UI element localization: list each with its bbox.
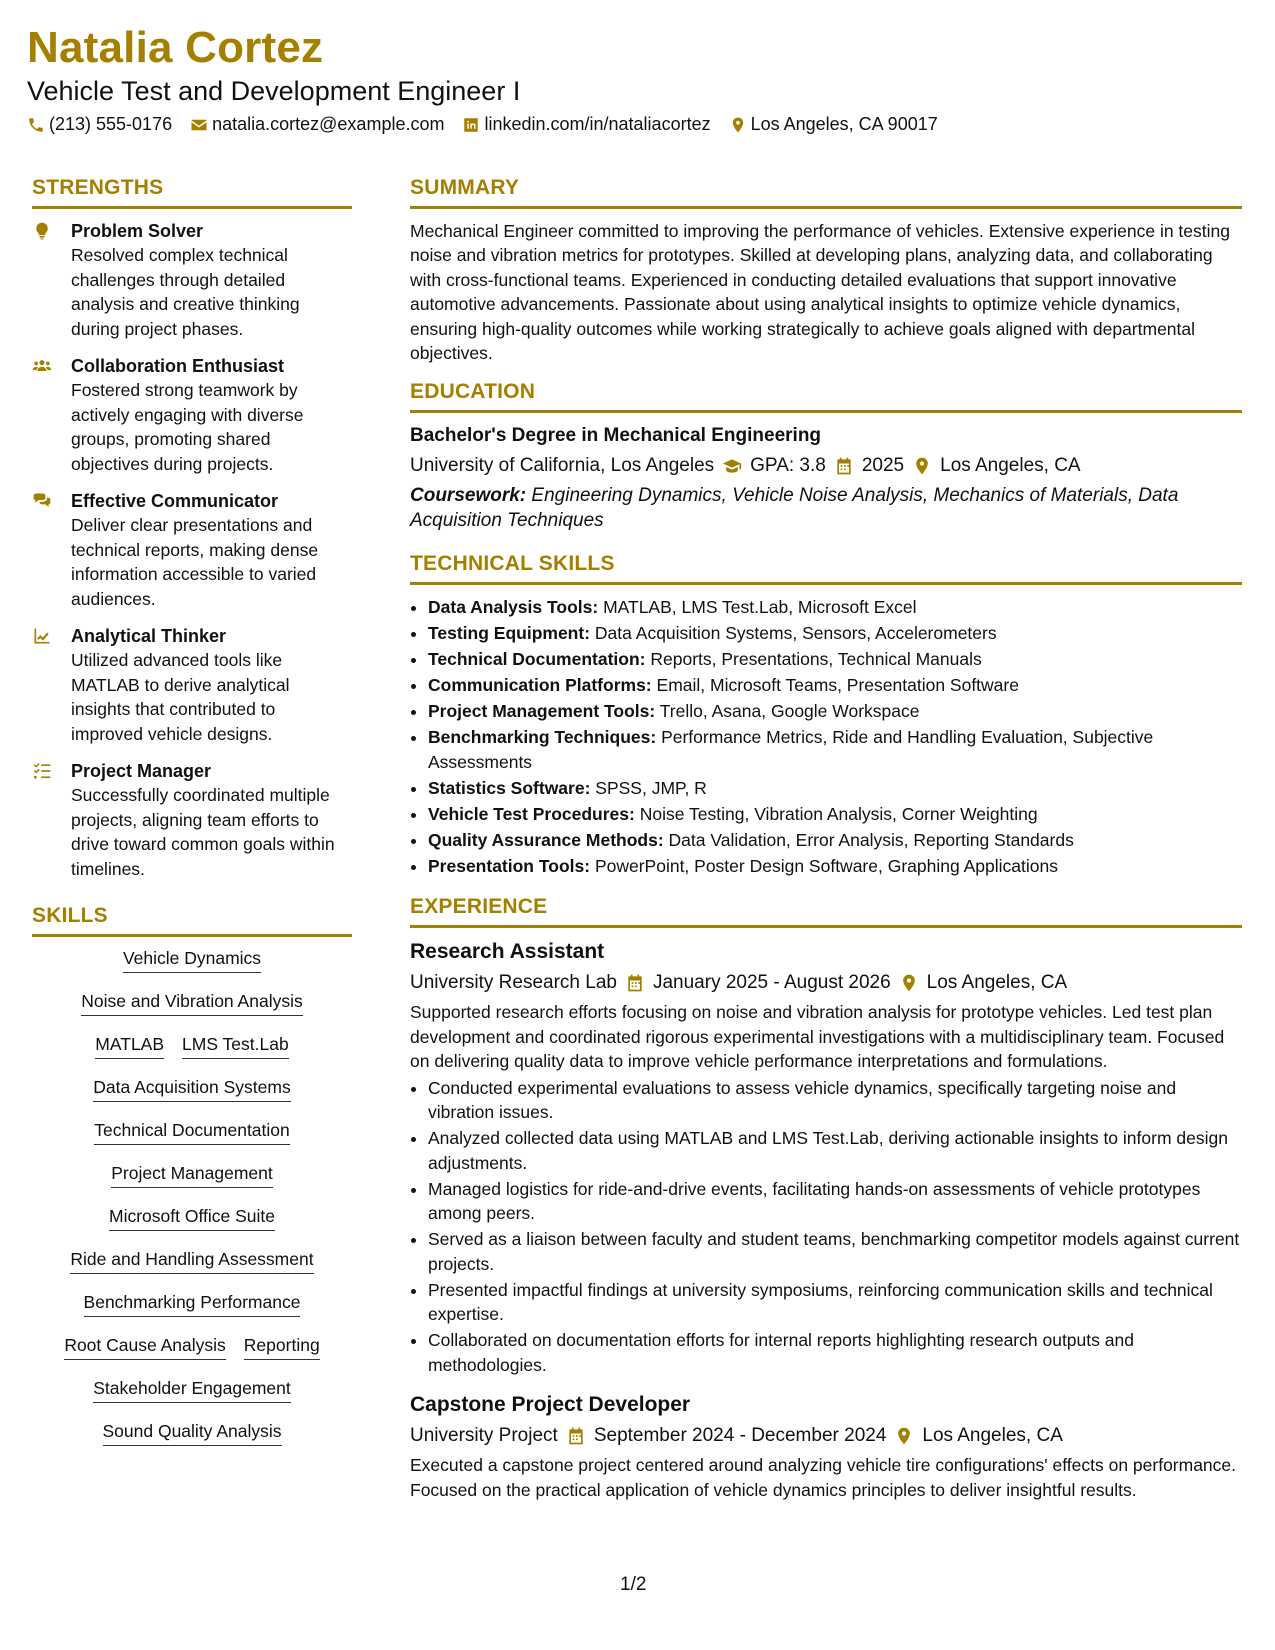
job-meta <box>410 968 1242 998</box>
list-item: • Presentation Tools: PowerPoint, Poster Design Software, Graphing Applications <box>428 854 1242 879</box>
grad-year: 2025 <box>861 455 905 477</box>
job-meta <box>410 1421 1242 1451</box>
skill-tag: MATLAB <box>95 1033 164 1059</box>
list-item: • Analyzed collected data using MATLAB and LMS Test.Lab, deriving actionable insights to inform design adjustments. <box>428 1126 1242 1175</box>
list-item: • Statistics Software: SPSS, JMP, R <box>428 776 1242 801</box>
map-pin-icon <box>912 456 932 476</box>
skill-tag: Vehicle Dynamics <box>123 947 261 973</box>
list-item: • Technical Documentation: Reports, Presentations, Technical Manuals <box>428 647 1242 672</box>
skill-tag: Reporting <box>244 1334 320 1360</box>
skill-tag: Sound Quality Analysis <box>103 1420 282 1446</box>
left-column <box>32 175 352 1463</box>
technical-skills-heading: TECHNICAL SKILLS <box>410 551 1242 585</box>
school-location: Los Angeles, CA <box>940 455 1081 477</box>
job-org: University Research Lab <box>410 972 617 994</box>
list-item: • Testing Equipment: Data Acquisition Systems, Sensors, Accelerometers <box>428 621 1242 646</box>
coursework-label: Coursework: <box>410 485 527 507</box>
strength-desc: Utilized advanced tools like MATLAB to derive analytical insights that contributed to improved vehicle designs. <box>71 650 290 744</box>
list-item: • Benchmarking Techniques: Performance Metrics, Ride and Handling Evaluation, Subjective Assessments <box>428 725 1242 774</box>
skills-tag-cloud <box>32 947 352 1446</box>
summary-text: Mechanical Engineer committed to improving the performance of vehicles. Extensive experience in testing noise and vibration metrics for prototypes. Skilled at developing plans, analyzing data, and collaborating with cross-functional teams. Experienced in conducting detailed evaluations that support innovative automotive advancements. Passionate about using analytical insights to optimize vehicle dynamics, ensuring high-quality outcomes while working strategically to achieve goals aligned with departmental objectives. <box>410 221 1230 364</box>
job-title: Capstone Project Developer <box>410 1393 691 1417</box>
strength-desc: Resolved complex technical challenges through detailed analysis and creative thinking during project phases. <box>71 245 300 339</box>
phone-icon <box>27 116 45 134</box>
job-location: Los Angeles, CA <box>926 972 1068 994</box>
skill-tag: Benchmarking Performance <box>84 1291 301 1317</box>
strength-item <box>32 489 352 611</box>
strength-item <box>32 759 352 881</box>
list-check-icon <box>32 761 52 781</box>
contact-email[interactable] <box>190 114 444 135</box>
comments-icon <box>32 491 52 511</box>
contact-linkedin[interactable] <box>462 114 710 135</box>
map-pin-icon <box>899 973 919 993</box>
calendar-icon <box>566 1426 586 1446</box>
strength-item <box>32 219 352 341</box>
users-icon <box>32 356 52 376</box>
list-item: • Communication Platforms: Email, Microsoft Teams, Presentation Software <box>428 673 1242 698</box>
job-dates: September 2024 - December 2024 <box>593 1425 887 1447</box>
job-description: Supported research efforts focusing on noise and vibration analysis for prototype vehicles. Led test plan development and coordinated rigorous experimental investigations with a multidisciplinary team. Focused on delivering quality data to improve vehicle performance interpretations and formulations. <box>410 1002 1225 1072</box>
list-item: • Project Management Tools: Trello, Asana, Google Workspace <box>428 699 1242 724</box>
strength-desc: Deliver clear presentations and technical reports, making dense information accessible to varied audiences. <box>71 515 319 609</box>
job-description: Executed a capstone project centered around analyzing vehicle tire configurations' effects on performance. Focused on the practical application of vehicle dynamics principles to deliver insightful results. <box>410 1455 1237 1500</box>
list-item: • Managed logistics for ride-and-drive events, facilitating hands-on assessments of vehicle prototypes among peers. <box>428 1177 1242 1226</box>
list-item: • Collaborated on documentation efforts for internal reports highlighting research outputs and methodologies. <box>428 1328 1242 1377</box>
list-item: • Presented impactful findings at university symposiums, reinforcing communication skills and technical expertise. <box>428 1278 1242 1327</box>
envelope-icon <box>190 116 208 134</box>
school-name: University of California, Los Angeles <box>410 455 715 477</box>
job-entry <box>410 1391 1242 1502</box>
job-bullets <box>410 1076 1242 1378</box>
strength-item <box>32 624 352 746</box>
skill-tag: Microsoft Office Suite <box>109 1205 275 1231</box>
list-item: • Quality Assurance Methods: Data Validation, Error Analysis, Reporting Standards <box>428 828 1242 853</box>
strength-item <box>32 354 352 476</box>
skill-tag: Project Management <box>111 1162 272 1188</box>
location-text: Los Angeles, CA 90017 <box>750 114 938 134</box>
candidate-role: Vehicle Test and Development Engineer I <box>27 76 521 106</box>
coursework <box>410 483 1242 533</box>
skill-tag: Root Cause Analysis <box>64 1334 225 1360</box>
list-item: • Vehicle Test Procedures: Noise Testing, Vibration Analysis, Corner Weighting <box>428 802 1242 827</box>
job-title: Research Assistant <box>410 940 605 964</box>
list-item: • Served as a liaison between faculty and student teams, benchmarking competitor models against current projects. <box>428 1227 1242 1276</box>
strength-title: Collaboration Enthusiast <box>71 356 285 376</box>
job-dates: January 2025 - August 2026 <box>652 972 891 994</box>
experience-heading: EXPERIENCE <box>410 894 1242 928</box>
gpa-text: GPA: 3.8 <box>750 455 826 477</box>
contact-phone <box>27 114 172 135</box>
strength-desc: Fostered strong teamwork by actively engaging with diverse groups, promoting shared objectives during projects. <box>71 380 304 474</box>
candidate-name: Natalia Cortez <box>27 23 324 72</box>
linkedin-icon <box>462 116 480 134</box>
lightbulb-icon <box>32 221 52 241</box>
strength-title: Problem Solver <box>71 221 204 241</box>
skill-tag: LMS Test.Lab <box>182 1033 289 1059</box>
job-org: University Project <box>410 1425 558 1447</box>
education-heading: EDUCATION <box>410 379 1242 413</box>
job-entry <box>410 938 1242 1377</box>
linkedin-text: linkedin.com/in/nataliacortez <box>484 114 711 134</box>
skill-tag: Noise and Vibration Analysis <box>81 990 302 1016</box>
map-pin-icon <box>729 116 747 134</box>
skills-heading: SKILLS <box>32 903 352 937</box>
job-location: Los Angeles, CA <box>922 1425 1063 1447</box>
phone-text: (213) 555-0176 <box>49 114 173 134</box>
coursework-list: Engineering Dynamics, Vehicle Noise Analysis, Mechanics of Materials, Data Acquisition Techniques <box>410 485 1179 532</box>
skill-tag: Stakeholder Engagement <box>93 1377 291 1403</box>
chart-line-icon <box>32 626 52 646</box>
email-text: natalia.cortez@example.com <box>212 114 445 134</box>
map-pin-icon <box>894 1426 914 1446</box>
calendar-icon <box>834 456 854 476</box>
skill-tag: Data Acquisition Systems <box>93 1076 290 1102</box>
strength-title: Project Manager <box>71 761 212 781</box>
degree-title: Bachelor's Degree in Mechanical Engineering <box>410 425 822 447</box>
strength-title: Analytical Thinker <box>71 626 227 646</box>
strength-desc: Successfully coordinated multiple projects, aligning team efforts to drive toward common goals within timelines. <box>71 785 335 879</box>
contact-bar <box>27 114 938 135</box>
strengths-heading: STRENGTHS <box>32 175 352 209</box>
graduation-cap-icon <box>722 456 742 476</box>
strength-title: Effective Communicator <box>71 491 279 511</box>
technical-skills-list <box>410 595 1242 878</box>
list-item: • Data Analysis Tools: MATLAB, LMS Test.Lab, Microsoft Excel <box>428 595 1242 620</box>
page-number: 1/2 <box>620 1574 647 1595</box>
right-column <box>410 175 1242 1516</box>
education-meta <box>410 451 1242 481</box>
contact-location <box>729 114 938 135</box>
skill-tag: Technical Documentation <box>94 1119 290 1145</box>
calendar-icon <box>625 973 645 993</box>
summary-heading: SUMMARY <box>410 175 1242 209</box>
list-item: • Conducted experimental evaluations to assess vehicle dynamics, specifically targeting noise and vibration issues. <box>428 1076 1242 1125</box>
skill-tag: Ride and Handling Assessment <box>70 1248 313 1274</box>
